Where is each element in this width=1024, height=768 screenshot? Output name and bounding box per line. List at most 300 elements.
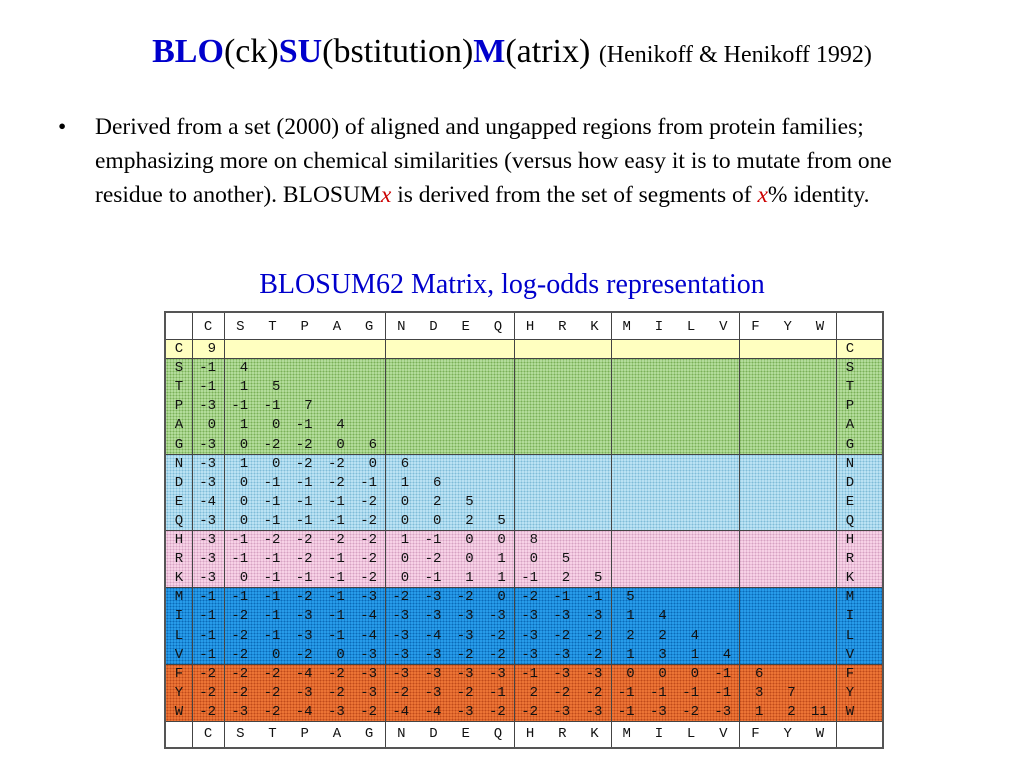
bullet-x-variable-2: x — [757, 182, 768, 209]
score-i-m: 1 — [626, 608, 635, 625]
grid-hline-3 — [166, 530, 882, 531]
title-bstitution: (bstitution) — [322, 33, 474, 70]
score-n-p: -2 — [295, 455, 313, 472]
score-i-g: -4 — [360, 608, 377, 625]
score-v-q: -2 — [488, 646, 506, 663]
bullet-text-middle: is derived from the set of segments of — [391, 182, 758, 209]
score-k-e: 1 — [465, 570, 474, 587]
score-k-s: 0 — [239, 570, 249, 587]
grid-vline-3 — [514, 313, 515, 747]
column-footer-f: F — [751, 726, 760, 742]
score-n-g: 0 — [368, 455, 377, 472]
score-n-c: -3 — [199, 455, 216, 472]
score-r-h: 0 — [529, 551, 538, 568]
score-r-r: 5 — [561, 551, 571, 568]
score-t-c: -1 — [199, 379, 216, 396]
score-y-v: -1 — [714, 684, 732, 701]
score-y-h: 2 — [529, 684, 538, 701]
grid-vline-1 — [224, 313, 225, 747]
column-footer-a: A — [332, 726, 342, 742]
score-d-n: 1 — [400, 474, 410, 491]
score-n-a: -2 — [327, 455, 345, 472]
score-f-g: -3 — [360, 665, 377, 682]
score-v-r: -3 — [553, 646, 571, 663]
score-v-s: -2 — [231, 646, 249, 663]
score-q-s: 0 — [239, 512, 249, 529]
score-l-q: -2 — [488, 627, 506, 644]
score-h-h: 8 — [529, 532, 538, 548]
grid-hline-5 — [166, 664, 882, 665]
column-footer-s: S — [236, 726, 245, 742]
score-w-m: -1 — [617, 703, 635, 720]
score-m-q: 0 — [497, 589, 506, 606]
score-v-a: 0 — [336, 646, 345, 663]
score-l-k: -2 — [585, 627, 603, 644]
score-p-c: -3 — [199, 398, 216, 415]
score-q-q: 5 — [497, 512, 506, 529]
score-h-s: -1 — [231, 532, 249, 548]
score-m-t: -1 — [263, 589, 281, 606]
score-p-s: -1 — [231, 398, 249, 415]
score-y-r: -2 — [553, 684, 571, 701]
score-i-n: -3 — [392, 608, 410, 625]
grid-hline-2 — [166, 454, 882, 455]
title-su: SU — [278, 33, 323, 70]
score-f-m: 0 — [626, 665, 635, 682]
score-q-p: -1 — [295, 512, 313, 529]
score-q-d: 0 — [432, 512, 442, 529]
bullet-x-variable: x — [380, 182, 392, 209]
score-w-n: -4 — [392, 703, 410, 720]
score-f-f: 6 — [754, 665, 764, 682]
score-m-s: -1 — [231, 589, 249, 606]
column-footer-n: N — [397, 726, 406, 742]
score-k-p: -1 — [295, 570, 313, 587]
column-footer-v: V — [719, 726, 728, 742]
score-m-c: -1 — [199, 589, 216, 606]
score-e-g: -2 — [360, 493, 377, 510]
column-header-d: D — [429, 319, 438, 335]
score-d-t: -1 — [263, 474, 281, 491]
score-w-h: -2 — [521, 703, 538, 720]
score-g-p: -2 — [295, 436, 313, 453]
score-r-c: -3 — [199, 551, 216, 568]
row-label-right-k: K — [845, 570, 855, 587]
column-header-w: W — [815, 319, 825, 335]
row-label-e: E — [174, 493, 184, 510]
row-label-right-q: Q — [845, 512, 855, 529]
row-label-q: Q — [174, 512, 184, 529]
column-header-i: I — [654, 319, 664, 335]
score-y-n: -2 — [392, 684, 410, 701]
title-blo: BLO — [152, 33, 224, 70]
score-f-c: -2 — [199, 665, 216, 682]
column-footer-r: R — [558, 726, 567, 742]
score-w-w: 11 — [810, 703, 828, 720]
score-q-e: 2 — [465, 512, 474, 529]
group-band-cysteine — [166, 339, 882, 358]
score-g-s: 0 — [239, 436, 249, 453]
score-k-n: 0 — [400, 570, 410, 587]
score-d-p: -1 — [295, 474, 313, 491]
score-f-s: -2 — [231, 665, 249, 682]
score-f-d: -3 — [424, 665, 442, 682]
score-h-n: 1 — [400, 532, 410, 548]
score-f-p: -4 — [295, 665, 313, 682]
score-l-d: -4 — [424, 627, 442, 644]
score-v-p: -2 — [295, 646, 313, 663]
score-k-c: -3 — [199, 570, 216, 587]
score-l-m: 2 — [626, 627, 635, 644]
score-f-l: 0 — [690, 665, 699, 682]
score-e-n: 0 — [400, 493, 410, 510]
column-header-t: T — [268, 319, 277, 335]
column-header-a: A — [332, 319, 342, 335]
score-k-d: -1 — [424, 570, 442, 587]
score-v-l: 1 — [690, 646, 699, 663]
score-v-e: -2 — [456, 646, 474, 663]
score-l-c: -1 — [199, 627, 216, 644]
column-footer-l: L — [686, 726, 696, 742]
score-f-h: -1 — [521, 665, 538, 682]
score-h-a: -2 — [327, 532, 345, 548]
row-label-right-c: C — [845, 341, 855, 357]
score-w-g: -2 — [360, 703, 377, 720]
score-r-n: 0 — [400, 551, 410, 568]
column-header-y: Y — [783, 319, 792, 335]
score-k-h: -1 — [521, 570, 538, 587]
score-f-i: 0 — [658, 665, 667, 682]
row-label-right-y: Y — [845, 684, 855, 701]
score-w-f: 1 — [754, 703, 764, 720]
score-n-n: 6 — [400, 455, 410, 472]
bullet-marker: • — [58, 114, 67, 140]
column-header-e: E — [461, 319, 470, 335]
score-f-q: -3 — [488, 665, 506, 682]
score-i-t: -1 — [263, 608, 281, 625]
column-header-s: S — [236, 319, 245, 335]
row-label-w: W — [174, 703, 184, 720]
score-a-c: 0 — [207, 417, 216, 434]
score-t-t: 5 — [271, 379, 281, 396]
score-c-c: 9 — [207, 341, 216, 357]
score-l-a: -1 — [327, 627, 345, 644]
score-w-r: -3 — [553, 703, 571, 720]
score-d-s: 0 — [239, 474, 249, 491]
score-v-d: -3 — [424, 646, 442, 663]
score-r-e: 0 — [465, 551, 474, 568]
row-label-k: K — [174, 570, 184, 587]
column-footer-c: C — [203, 726, 213, 742]
grid-vline-2 — [385, 313, 386, 747]
row-label-right-d: D — [845, 474, 855, 491]
score-i-c: -1 — [199, 608, 216, 625]
score-y-l: -1 — [682, 684, 699, 701]
row-label-right-l: L — [845, 627, 855, 644]
score-r-a: -1 — [327, 551, 345, 568]
score-v-c: -1 — [199, 646, 216, 663]
score-h-d: -1 — [424, 532, 442, 548]
score-i-a: -1 — [327, 608, 345, 625]
row-label-right-v: V — [845, 646, 855, 663]
score-i-q: -3 — [488, 608, 506, 625]
score-y-i: -1 — [649, 684, 667, 701]
score-q-c: -3 — [199, 512, 216, 529]
score-y-k: -2 — [585, 684, 603, 701]
score-w-c: -2 — [199, 703, 216, 720]
row-label-right-h: H — [845, 532, 855, 548]
score-k-q: 1 — [497, 570, 506, 587]
score-w-p: -4 — [295, 703, 313, 720]
score-q-a: -1 — [327, 512, 345, 529]
grid-hline-1 — [166, 358, 882, 359]
score-g-g: 6 — [368, 436, 377, 453]
score-y-y: 7 — [787, 684, 796, 701]
row-label-right-g: G — [845, 436, 855, 453]
row-label-g: G — [174, 436, 184, 453]
score-g-c: -3 — [199, 436, 216, 453]
score-e-e: 5 — [465, 493, 474, 510]
grid-vline-6 — [836, 313, 837, 747]
column-footer-e: E — [461, 726, 470, 742]
score-i-h: -3 — [521, 608, 538, 625]
score-w-i: -3 — [649, 703, 667, 720]
row-label-right-i: I — [845, 608, 855, 625]
score-w-a: -3 — [327, 703, 345, 720]
score-v-t: 0 — [271, 646, 281, 663]
score-i-r: -3 — [553, 608, 571, 625]
score-y-p: -3 — [295, 684, 313, 701]
score-w-v: -3 — [714, 703, 732, 720]
row-label-right-a: A — [845, 417, 855, 434]
score-a-s: 1 — [239, 417, 249, 434]
grid-hline-4 — [166, 587, 882, 588]
score-k-r: 2 — [561, 570, 571, 587]
score-h-g: -2 — [360, 532, 377, 548]
score-m-e: -2 — [456, 589, 474, 606]
column-header-l: L — [686, 319, 696, 335]
score-q-t: -1 — [263, 512, 281, 529]
score-s-c: -1 — [199, 360, 216, 377]
column-header-m: M — [622, 319, 631, 335]
column-header-c: C — [203, 319, 213, 335]
score-k-t: -1 — [263, 570, 281, 587]
score-e-c: -4 — [199, 493, 216, 510]
row-label-p: P — [174, 398, 184, 415]
score-w-l: -2 — [682, 703, 699, 720]
row-label-l: L — [174, 627, 184, 644]
title-ck: (ck) — [223, 33, 279, 70]
score-l-p: -3 — [295, 627, 313, 644]
score-m-g: -3 — [360, 589, 377, 606]
column-header-q: Q — [493, 319, 503, 335]
column-footer-q: Q — [493, 726, 503, 742]
score-i-e: -3 — [456, 608, 474, 625]
title-citation: (Henikoff & Henikoff 1992) — [598, 42, 872, 68]
score-d-c: -3 — [199, 474, 216, 491]
score-f-t: -2 — [263, 665, 281, 682]
score-m-p: -2 — [295, 589, 313, 606]
row-label-m: M — [174, 589, 184, 606]
score-v-v: 4 — [722, 646, 732, 663]
score-l-l: 4 — [690, 627, 699, 644]
score-d-d: 6 — [432, 474, 442, 491]
column-header-k: K — [590, 319, 599, 335]
score-q-g: -2 — [360, 512, 377, 529]
row-label-right-n: N — [845, 455, 855, 472]
score-w-k: -3 — [585, 703, 603, 720]
score-r-g: -2 — [360, 551, 377, 568]
row-label-right-f: F — [845, 665, 855, 682]
score-f-e: -3 — [456, 665, 474, 682]
score-l-i: 2 — [658, 627, 667, 644]
score-w-d: -4 — [424, 703, 442, 720]
score-m-k: -1 — [585, 589, 603, 606]
score-l-r: -2 — [553, 627, 571, 644]
score-r-p: -2 — [295, 551, 313, 568]
score-l-e: -3 — [456, 627, 474, 644]
score-i-p: -3 — [295, 608, 313, 625]
score-y-c: -2 — [199, 684, 216, 701]
score-y-e: -2 — [456, 684, 474, 701]
row-label-f: F — [174, 665, 184, 682]
score-e-p: -1 — [295, 493, 313, 510]
score-v-k: -2 — [585, 646, 603, 663]
row-label-i: I — [174, 608, 184, 625]
bullet-text-end: % identity. — [767, 182, 870, 209]
grid-vline-5 — [739, 313, 740, 747]
score-g-a: 0 — [336, 436, 345, 453]
score-m-h: -2 — [521, 589, 538, 606]
score-l-n: -3 — [392, 627, 410, 644]
column-header-r: R — [558, 319, 567, 335]
score-a-p: -1 — [295, 417, 313, 434]
score-h-c: -3 — [199, 532, 216, 548]
score-w-t: -2 — [263, 703, 281, 720]
score-l-t: -1 — [263, 627, 281, 644]
column-footer-i: I — [654, 726, 664, 742]
score-y-a: -2 — [327, 684, 345, 701]
score-p-p: 7 — [304, 398, 313, 415]
title-atrix: (atrix) — [505, 33, 591, 70]
score-h-e: 0 — [465, 532, 474, 548]
row-label-right-m: M — [845, 589, 855, 606]
score-e-s: 0 — [239, 493, 249, 510]
score-e-t: -1 — [263, 493, 281, 510]
score-d-g: -1 — [360, 474, 377, 491]
score-f-k: -3 — [585, 665, 603, 682]
score-m-m: 5 — [626, 589, 635, 606]
score-m-n: -2 — [392, 589, 410, 606]
column-footer-t: T — [268, 726, 277, 742]
score-a-t: 0 — [271, 417, 281, 434]
score-t-s: 1 — [239, 379, 249, 396]
score-w-s: -3 — [231, 703, 249, 720]
score-a-a: 4 — [336, 417, 345, 434]
score-y-s: -2 — [231, 684, 249, 701]
row-label-d: D — [174, 474, 184, 491]
score-f-n: -3 — [392, 665, 410, 682]
score-q-n: 0 — [400, 512, 410, 529]
score-g-t: -2 — [263, 436, 281, 453]
row-label-t: T — [174, 379, 184, 396]
score-f-v: -1 — [714, 665, 732, 682]
score-i-d: -3 — [424, 608, 442, 625]
bullet-text — [95, 110, 955, 213]
score-n-s: 1 — [239, 455, 249, 472]
slide-title — [0, 30, 1024, 77]
row-label-right-p: P — [845, 398, 855, 415]
score-e-d: 2 — [432, 493, 442, 510]
score-v-h: -3 — [521, 646, 538, 663]
column-footer-w: W — [815, 726, 825, 742]
score-y-m: -1 — [617, 684, 635, 701]
row-label-y: Y — [174, 684, 184, 701]
column-header-p: P — [300, 319, 309, 335]
column-footer-g: G — [364, 726, 374, 742]
score-w-y: 2 — [787, 703, 796, 720]
score-k-g: -2 — [360, 570, 377, 587]
column-footer-d: D — [429, 726, 438, 742]
row-label-c: C — [174, 341, 184, 357]
score-r-q: 1 — [497, 551, 506, 568]
score-e-a: -1 — [327, 493, 345, 510]
score-l-g: -4 — [360, 627, 377, 644]
row-label-s: S — [174, 360, 184, 377]
row-label-h: H — [174, 532, 184, 548]
column-header-g: G — [364, 319, 374, 335]
score-r-t: -1 — [263, 551, 281, 568]
score-h-t: -2 — [263, 532, 281, 548]
score-i-k: -3 — [585, 608, 603, 625]
score-k-k: 5 — [593, 570, 603, 587]
row-label-right-e: E — [845, 493, 855, 510]
score-v-g: -3 — [360, 646, 377, 663]
score-v-m: 1 — [626, 646, 635, 663]
score-k-a: -1 — [327, 570, 345, 587]
row-label-right-r: R — [845, 551, 855, 568]
score-l-s: -2 — [231, 627, 249, 644]
score-y-f: 3 — [754, 684, 764, 701]
grid-vline-4 — [611, 313, 612, 747]
column-footer-k: K — [590, 726, 599, 742]
score-i-s: -2 — [231, 608, 249, 625]
score-y-g: -3 — [360, 684, 377, 701]
score-y-t: -2 — [263, 684, 281, 701]
score-m-r: -1 — [553, 589, 571, 606]
score-n-t: 0 — [271, 455, 281, 472]
column-header-h: H — [525, 319, 535, 335]
grid-hline-0 — [166, 339, 882, 340]
blosum62-matrix — [164, 311, 884, 749]
score-v-n: -3 — [392, 646, 410, 663]
score-r-s: -1 — [231, 551, 249, 568]
score-w-e: -3 — [456, 703, 474, 720]
title-m: M — [473, 33, 506, 70]
score-r-d: -2 — [424, 551, 442, 568]
score-v-i: 3 — [658, 646, 667, 663]
bullet-text-start: Derived from a set (2000) of aligned and ungapped regions from protein families; emphasizing more on chemical similarities (versus how easy it is to mutate from one residue to another). BLOSUM — [95, 114, 892, 209]
score-d-a: -2 — [327, 474, 345, 491]
row-label-a: A — [174, 417, 184, 434]
score-p-t: -1 — [263, 398, 281, 415]
row-label-r: R — [174, 551, 184, 568]
row-label-n: N — [174, 455, 184, 472]
matrix-caption: BLOSUM62 Matrix, log-odds representation — [259, 269, 765, 300]
score-h-p: -2 — [295, 532, 313, 548]
column-header-v: V — [719, 319, 728, 335]
score-m-d: -3 — [424, 589, 442, 606]
